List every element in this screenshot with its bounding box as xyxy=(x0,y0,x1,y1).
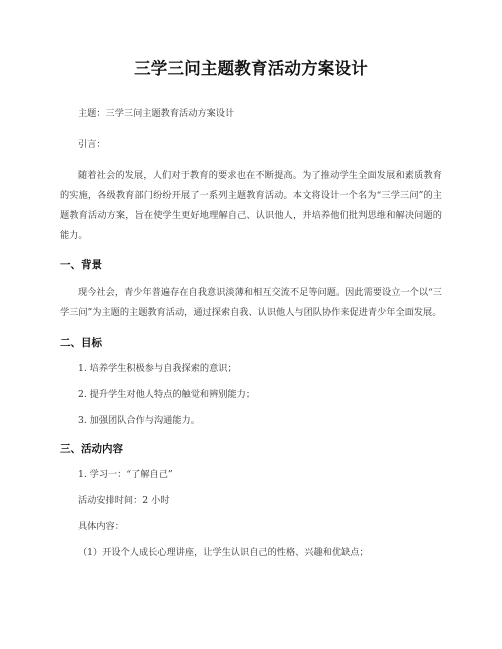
intro-paragraph: 随着社会的发展，人们对于教育的要求也在不断提高。为了推动学生全面发展和素质教育的实施，各级教育部门纷纷开展了一系列主题教育活动。本文将设计一个名为“三学三问”的主题教育活动方案，旨在使学生更好地理解自己、认识他人，并培养他们批判思维和解决问题的能力。 xyxy=(60,170,442,241)
background-paragraph: 现今社会，青少年普遍存在自我意识淡薄和相互交流不足等问题。因此需要设立一个以“三学三问”为主题的主题教育活动，通过探索自我、认识他人与团队协作来促进青少年全面发展。 xyxy=(60,287,442,318)
activity-item: 1. 学习一：“了解自己” xyxy=(78,469,173,480)
activity-time: 活动安排时间：2 小时 xyxy=(78,495,170,506)
activity-detail-label: 具体内容： xyxy=(78,521,124,532)
goal-item: 2. 提升学生对他人特点的触觉和辨别能力； xyxy=(78,389,256,400)
topic-line: 主题：三学三问主题教育活动方案设计 xyxy=(78,108,235,119)
goal-item: 3. 加强团队合作与沟通能力。 xyxy=(78,415,200,426)
section-heading-background: 一、背景 xyxy=(60,259,102,271)
intro-label: 引言： xyxy=(78,139,106,150)
section-heading-activities: 三、活动内容 xyxy=(60,443,123,455)
goal-item: 1. 培养学生积极参与自我探索的意识； xyxy=(78,363,237,374)
activity-detail-item: （1）开设个人成长心理讲座，让学生认识自己的性格、兴趣和优缺点； xyxy=(78,547,369,558)
section-heading-goals: 二、目标 xyxy=(60,337,102,349)
document-title: 三学三问主题教育活动方案设计 xyxy=(134,59,368,78)
